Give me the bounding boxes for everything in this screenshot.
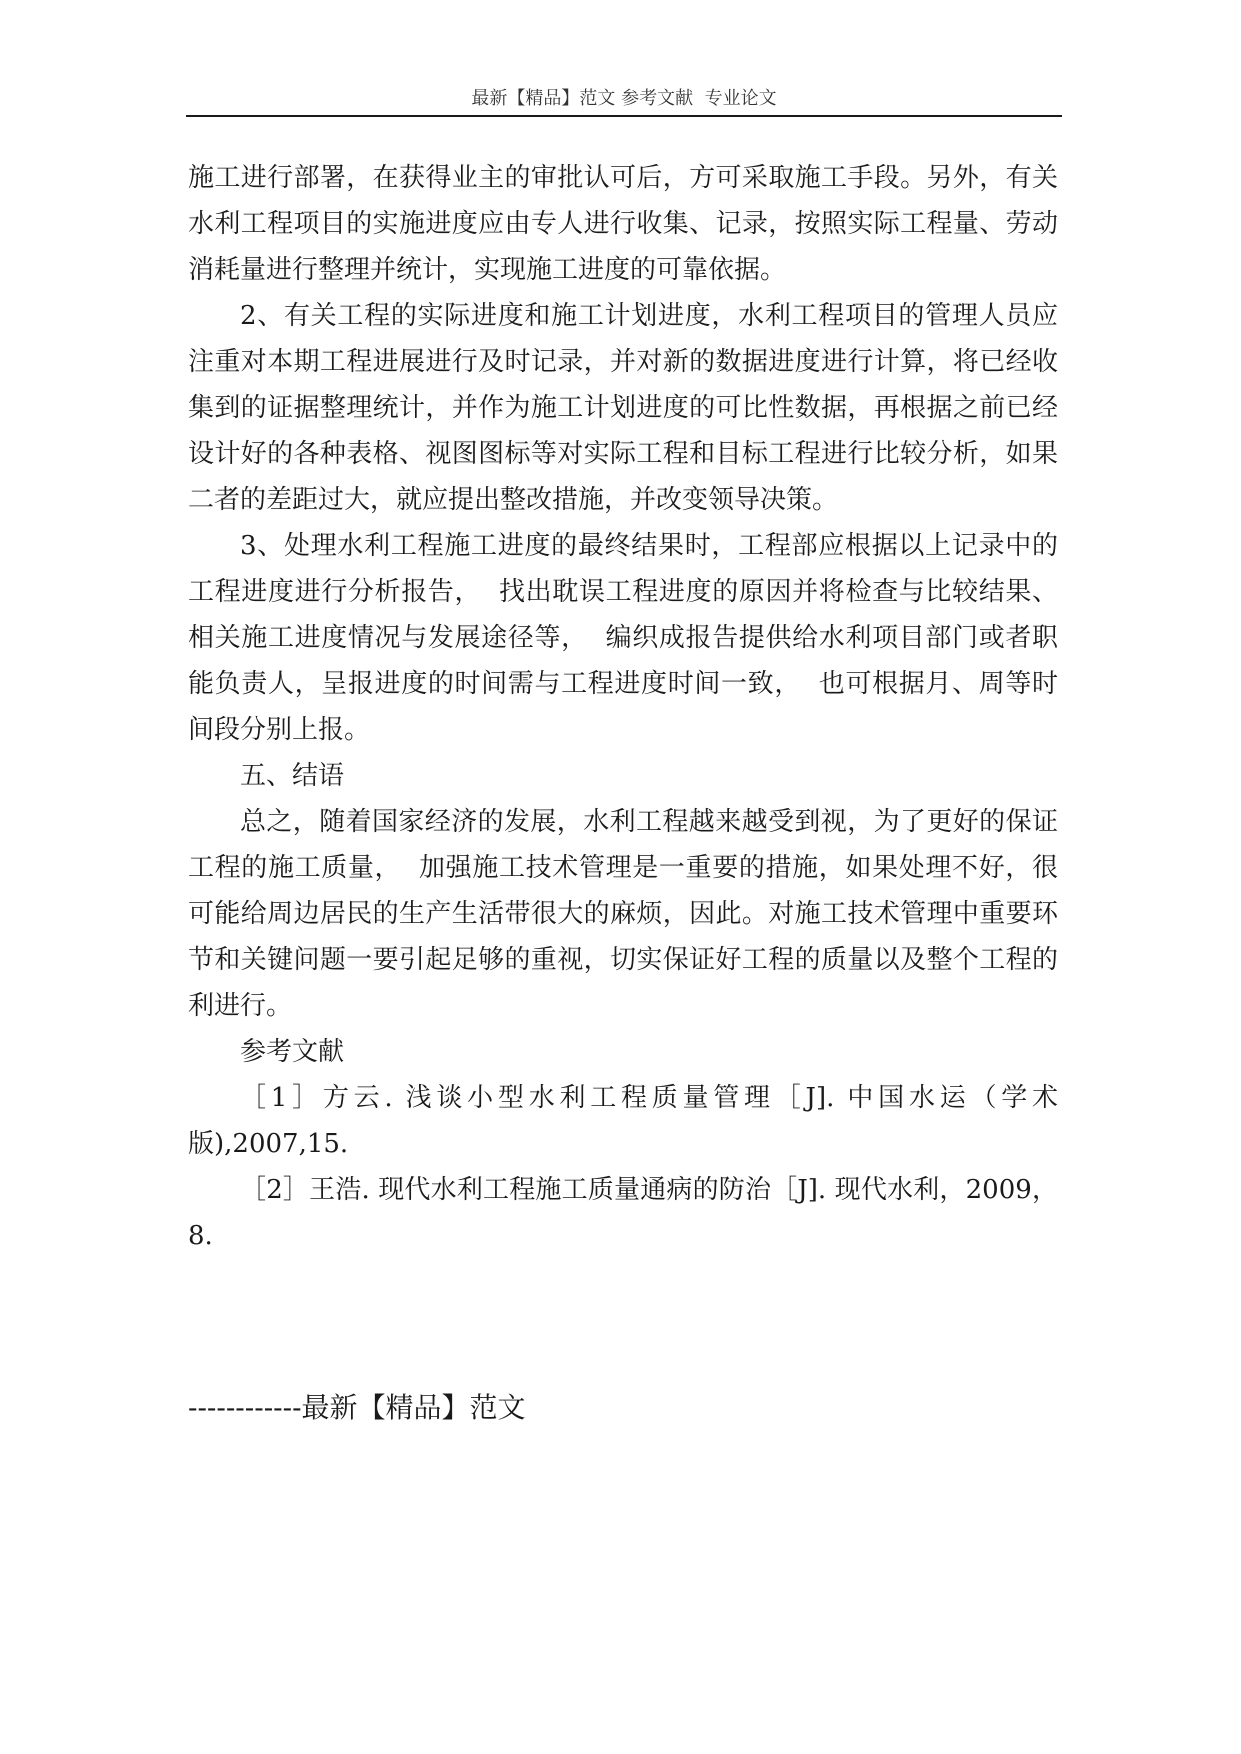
reference-item-1: ［1］方云. 浅谈小型水利工程质量管理［J]. 中国水运（学术版),2007,15. bbox=[188, 1083, 1058, 1159]
paragraph-continuation: 施工进行部署，在获得业主的审批认可后，方可采取施工手段。另外，有关水利工程项目的实施进度应由专人进行收集、记录，按照实际工程量、劳动消耗量进行整理并统计，实现施工进度的可靠依据。 bbox=[188, 163, 1058, 285]
page-footer: ------------最新【精品】范文 bbox=[188, 1391, 526, 1424]
paragraph-item-3: 3、处理水利工程施工进度的最终结果时，工程部应根据以上记录中的工程进度进行分析报告， 找出耽误工程进度的原因并将检查与比较结果、相关施工进度情况与发展途径等， 编织成报告提供给水利项目部门或者职能负责人，呈报进度的时间需与工程进度时间一致， 也可根据月、周等时间段分别上报。 bbox=[188, 531, 1058, 745]
paragraph-item-2: 2、有关工程的实际进度和施工计划进度，水利工程项目的管理人员应注重对本期工程进展进行及时记录，并对新的数据进度进行计算，将已经收集到的证据整理统计，并作为施工计划进度的可比性数据，再根据之前已经设计好的各种表格、视图图标等对实际工程和目标工程进行比较分析，如果二者的差距过大，就应提出整改措施，并改变领导决策。 bbox=[188, 301, 1058, 515]
reference-item-2: ［2］王浩. 现代水利工程施工质量通病的防治［J]. 现代水利，2009， 8. bbox=[188, 1175, 1075, 1251]
document-body bbox=[188, 155, 1075, 1259]
page-header: 最新【精品】范文 参考文献 专业论文 bbox=[471, 88, 777, 109]
header-divider bbox=[186, 115, 1062, 117]
section-heading-conclusion: 五、结语 bbox=[240, 761, 345, 791]
paragraph-conclusion: 总之，随着国家经济的发展，水利工程越来越受到视，为了更好的保证工程的施工质量， 加强施工技术管理是一重要的措施，如果处理不好，很可能给周边居民的生产生活带很大的麻烦，因此。对施工技术管理中重要环节和关键问题一要引起足够的重视，切实保证好工程的质量以及整个工程的利进行。 bbox=[188, 807, 1058, 1021]
section-heading-references: 参考文献 bbox=[240, 1037, 345, 1067]
